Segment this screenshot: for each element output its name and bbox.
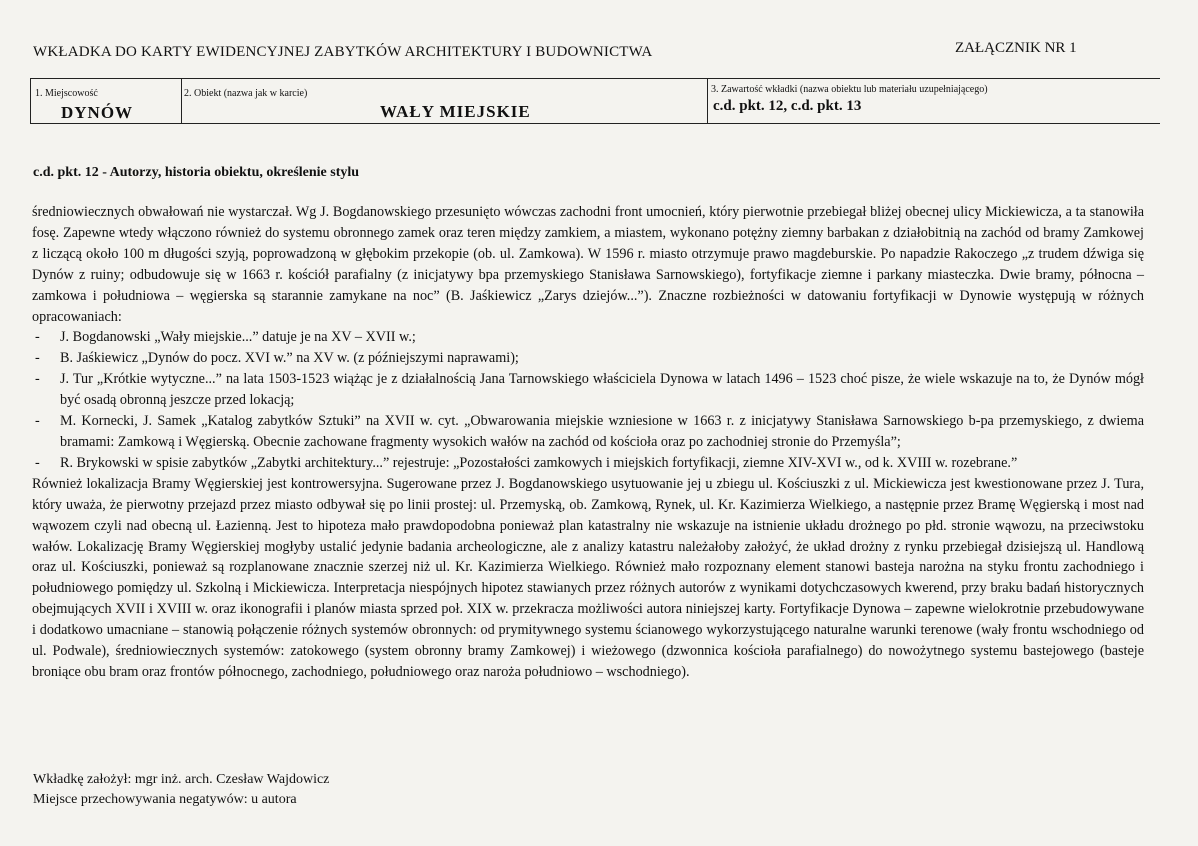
- closing-paragraph: Również lokalizacja Bramy Węgierskiej jest kontrowersyjna. Sugerowane przez J. Bogdanowskiego usytuowanie jej u zbiegu ul. Kościuszki z ul. Mickiewicza jest kwestionowane przez J. Tura, który uważa, że pierwotny przejazd przez miasto odbywał się po linii prostej: ul. Przemyską, ob. Zamkową, Rynek, ul. Kr. Kazimierza Wielkiego, a następnie przez Bramę Węgierską i most nad wąwozem czyli nad obecną ul. Łazienną. Jest to hipoteza mało prawdopodobna ponieważ plan katastralny nie wskazuje na istnienie układu drożnego po płd. stronie wąwozu, na przeciwstoku wałów. Lokalizację Bramy Węgierskiej mogłyby ustalić jedynie badania archeologiczne, ale z analizy katastru należałoby założyć, że układ drożny z rynku przebiegał dzisiejszą ul. Handlową oraz ul. Kościuszki, ponieważ są rozplanowane znacznie szerzej niż ul. Kr. Kazimierza Wielkiego. Również mało rozpoznany element stanowi basteja narożna na styku frontu zachodniego i południowego pomiędzy ul. Szkolną i Mickiewicza. Interpretacja niespójnych hipotez stawianych przez różnych autorów z wynikami dotychczasowych kwerend, przy braku badań historycznych obejmujących XVII i XVIII w. oraz ikonografii i planów miasta sprzed poł. XIX w. przekracza możliwości autora niniejszej karty. Fortyfikacje Dynowa – zapewne wielokrotnie przebudowywane i dodatkowo umacniane – stanowią połączenie różnych systemów obronnych: od prymitywnego systemu ścianowego wykorzystującego naturalne warunki terenowe (wały frontu wschodniego od ul. Podwale), średniowiecznych systemów: zatokowego (system obronny bramy Zamkowej) i wieżowego (dzwonnica kościoła parafialnego) do nowożytnego systemu bastejowego (basteje broniące obu bram oraz frontów północnego, zachodniego, południowego oraz naroża południowo – wschodniego).: [32, 475, 1144, 680]
- object-label: 2. Obiekt (nazwa jak w karcie): [184, 88, 308, 99]
- location-cell: [30, 79, 182, 123]
- list-item: - J. Bogdanowski „Wały miejskie...” datuje je na XV – XVII w.;: [32, 327, 1144, 348]
- intro-paragraph: średniowiecznych obwałowań nie wystarczał. Wg J. Bogdanowskiego przesunięto wówczas zachodni front umocnień, który pierwotnie przebiegał bliżej obecnej ulicy Mickiewicza, a ta stanowiła fosę. Zapewne wtedy włączono również do systemu obronnego zamek oraz teren między zamkiem, a miastem, wykonano potężny ziemny barbakan z działobitnią na zachód od bramy Zamkowej z liczącą około 100 m długości szyją, poprowadzoną w głębokim przekopie (ob. ul. Zamkowa). W 1596 r. miasto otrzymuje prawo magdeburskie. Po napadzie Rakoczego „z trudem dźwiga się Dynów z ruiny; odbudowuje się w 1663 r. kościół parafialny (z inicjatywy bpa przemyskiego Stanisława Sarnowskiego), fortyfikacje ziemne i parkany miasteczka. Dwie bramy, północna – zamkowa i południowa – węgierska są starannie zamykane na noc” (B. Jaśkiewicz „Zarys dziejów...”). Znaczne rozbieżności w datowaniu fortyfikacji w Dynowie występują w różnych opracowaniach:: [32, 204, 1144, 325]
- object-cell: [180, 79, 708, 123]
- list-item: - R. Brykowski w spisie zabytków „Zabytki architektury...” rejestruje: „Pozostałości zamkowych i miejskich fortyfikacji, ziemne XIV-XVI w., od k. XVIII w. rozebrane.”: [32, 453, 1144, 474]
- object-value: WAŁY MIEJSKIE: [380, 102, 531, 121]
- list-item: - B. Jaśkiewicz „Dynów do pocz. XVI w.” na XV w. (z późniejszymi naprawami);: [32, 348, 1144, 369]
- body-text: [32, 202, 1144, 683]
- section-heading: c.d. pkt. 12 - Autorzy, historia obiektu, określenie stylu: [33, 165, 360, 180]
- annex-number: ZAŁĄCZNIK NR 1: [955, 40, 1077, 56]
- author-line: Wkładkę założył: mgr inż. arch. Czesław Wajdowicz: [33, 772, 330, 787]
- location-value: DYNÓW: [61, 103, 134, 122]
- contents-value: c.d. pkt. 12, c.d. pkt. 13: [713, 98, 862, 114]
- dating-list: [32, 327, 1144, 473]
- document-title: WKŁADKA DO KARTY EWIDENCYJNEJ ZABYTKÓW ARCHITEKTURY I BUDOWNICTWA: [33, 44, 653, 60]
- contents-cell: [707, 79, 1160, 123]
- footer: [33, 770, 329, 810]
- list-item: - M. Kornecki, J. Samek „Katalog zabytków Sztuki” na XVII w. cyt. „Obwarowania miejskie wzniesione w 1663 r. z inicjatywy Stanisława Sarnowskiego b-pa przemyskiego, z dwiema bramami: Zamkową i Węgierską. Obecnie zachowane fragmenty wysokich wałów na zachód od kościoła oraz po zachodniej stronie do Przemyśla”;: [32, 411, 1144, 453]
- location-label: 1. Miejscowość: [35, 88, 98, 99]
- list-item: - J. Tur „Krótkie wytyczne...” na lata 1503-1523 wiążąc je z działalnością Jana Tarnowskiego właściciela Dynowa w latach 1496 – 1523 choć pisze, że wiele wskazuje na to, że Dynów mógł być osadą obronną jeszcze przed lokacją;: [32, 369, 1144, 411]
- contents-label: 3. Zawartość wkładki (nazwa obiektu lub materiału uzupełniającego): [711, 84, 988, 95]
- storage-line: Miejsce przechowywania negatywów: u autora: [33, 792, 297, 807]
- header-form-table: [30, 78, 1160, 124]
